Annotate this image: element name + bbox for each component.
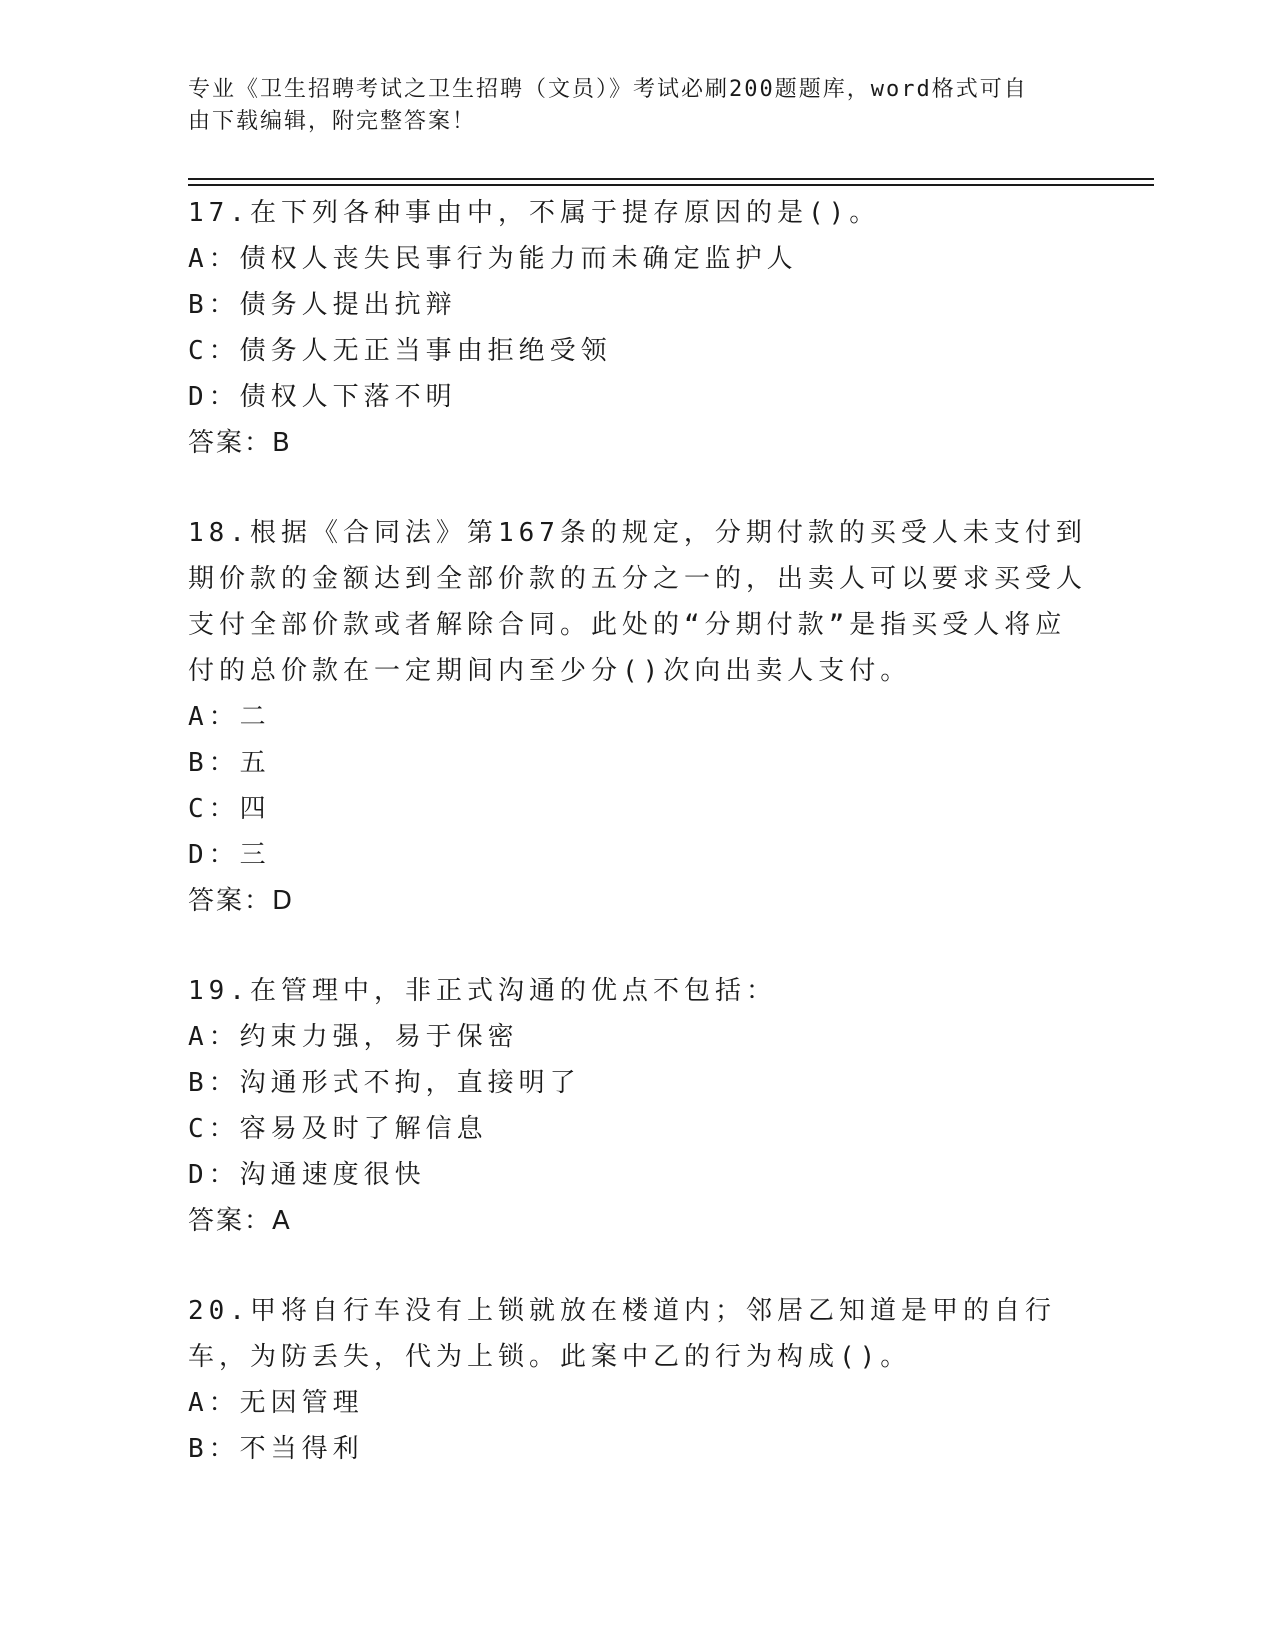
option-b: B：不当得利 [188, 1434, 364, 1464]
question-19 [188, 968, 1088, 1244]
option-a: A：二 [188, 702, 271, 732]
option-a: A：约束力强，易于保密 [188, 1022, 519, 1052]
option-b: B：债务人提出抗辩 [188, 290, 457, 320]
answer-label: 答案：A [188, 1206, 292, 1236]
question-text: 20.甲将自行车没有上锁就放在楼道内；邻居乙知道是甲的自行车，为防丢失，代为上锁。此案中乙的行为构成()。 [188, 1296, 1056, 1372]
option-d: D：三 [188, 840, 271, 870]
option-b: B：五 [188, 748, 271, 778]
questions-list [188, 190, 1088, 1516]
question-20 [188, 1288, 1088, 1472]
option-c: C：四 [188, 794, 271, 824]
option-d: D：沟通速度很快 [188, 1160, 426, 1190]
option-d: D：债权人下落不明 [188, 382, 457, 412]
question-text: 18.根据《合同法》第167条的规定，分期付款的买受人未支付到期价款的金额达到全部价款的五分之一的，出卖人可以要求买受人支付全部价款或者解除合同。此处的“分期付款”是指买受人将应付的总价款在一定期间内至少分()次向出卖人支付。 [188, 518, 1088, 686]
header-divider-bottom [188, 184, 1154, 186]
question-text: 17.在下列各种事由中，不属于提存原因的是()。 [188, 198, 881, 228]
header-line-2: 由下载编辑，附完整答案！ [188, 109, 477, 134]
question-text: 19.在管理中，非正式沟通的优点不包括： [188, 976, 777, 1006]
option-a: A：无因管理 [188, 1388, 364, 1418]
option-c: C：容易及时了解信息 [188, 1114, 488, 1144]
option-b: B：沟通形式不拘，直接明了 [188, 1068, 581, 1098]
option-c: C：债务人无正当事由拒绝受领 [188, 336, 612, 366]
header-line-1: 专业《卫生招聘考试之卫生招聘（文员）》考试必刷200题题库，word格式可自 [188, 77, 1028, 102]
document-header [188, 74, 1068, 138]
question-17 [188, 190, 1088, 466]
answer-label: 答案：D [188, 886, 295, 916]
answer-label: 答案：B [188, 428, 292, 458]
header-divider-top [188, 178, 1154, 180]
question-18 [188, 510, 1088, 924]
option-a: A：债权人丧失民事行为能力而未确定监护人 [188, 244, 798, 274]
